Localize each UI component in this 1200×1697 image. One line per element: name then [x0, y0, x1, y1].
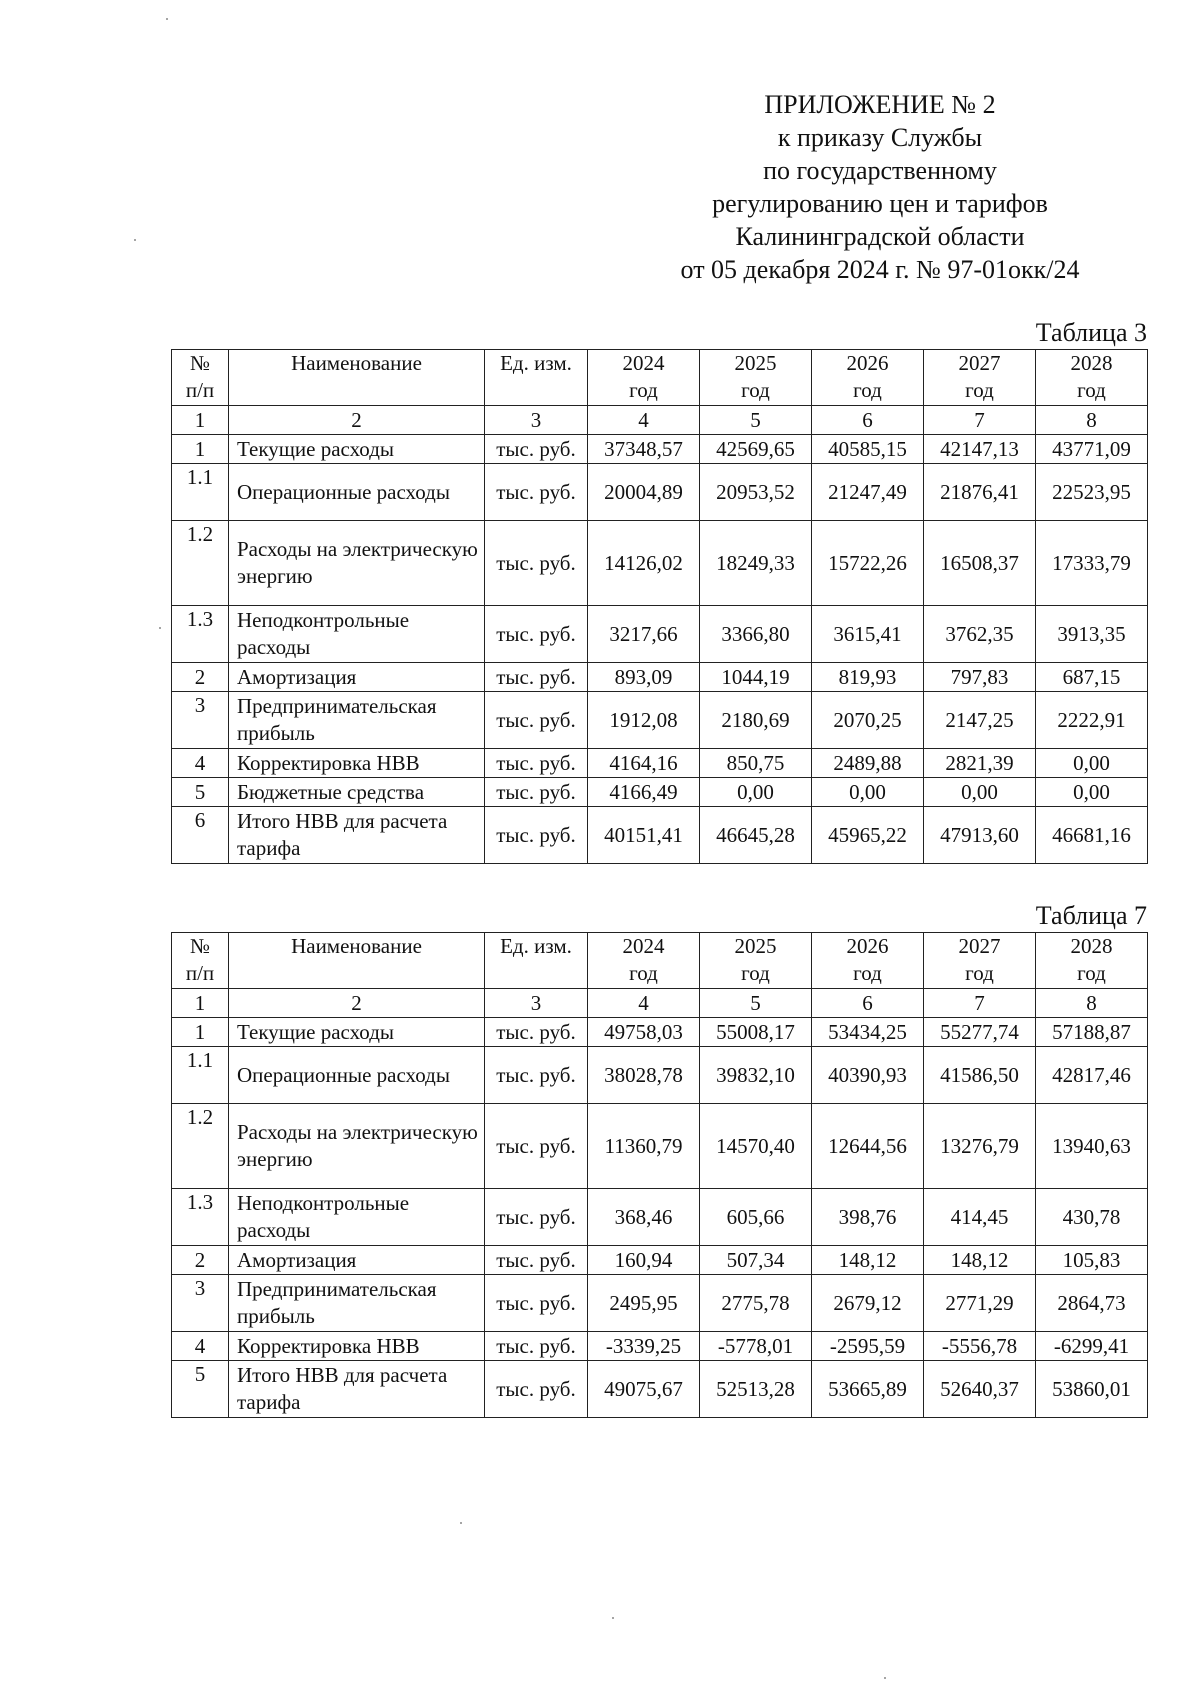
appendix-order-date: от 05 декабря 2024 г. № 97-01окк/24	[680, 255, 1080, 284]
value-cell: 3366,80	[700, 606, 812, 663]
column-index: 2	[229, 989, 485, 1018]
value-cell: 18249,33	[700, 521, 812, 606]
value-cell: 687,15	[1036, 663, 1148, 692]
scan-speck	[159, 627, 161, 629]
table3	[171, 349, 1148, 864]
value-cell: 42569,65	[700, 435, 812, 464]
value-cell: 2679,12	[812, 1275, 924, 1332]
value-cell: 3615,41	[812, 606, 924, 663]
row-name: Итого НВВ для расчета тарифа	[229, 807, 485, 864]
row-name: Корректировка НВВ	[229, 749, 485, 778]
column-index: 8	[1036, 406, 1148, 435]
table7-caption: Таблица 7	[1035, 901, 1147, 930]
header-year: 2027 год	[924, 350, 1036, 406]
value-cell: 46645,28	[700, 807, 812, 864]
value-cell: 13276,79	[924, 1104, 1036, 1189]
value-cell: 2180,69	[700, 692, 812, 749]
value-cell: 21876,41	[924, 464, 1036, 521]
header-year: 2025 год	[700, 933, 812, 989]
value-cell: 2070,25	[812, 692, 924, 749]
row-number: 6	[172, 807, 229, 864]
row-unit: тыс. руб.	[485, 1361, 588, 1418]
table-row	[172, 606, 1148, 663]
row-number: 3	[172, 692, 229, 749]
row-unit: тыс. руб.	[485, 663, 588, 692]
scan-speck	[166, 18, 168, 20]
header-year: 2028 год	[1036, 933, 1148, 989]
table-row	[172, 1275, 1148, 1332]
value-cell: 20953,52	[700, 464, 812, 521]
value-cell: 819,93	[812, 663, 924, 692]
column-index: 3	[485, 989, 588, 1018]
row-unit: тыс. руб.	[485, 807, 588, 864]
value-cell: 605,66	[700, 1189, 812, 1246]
header-year: 2024 год	[588, 350, 700, 406]
row-unit: тыс. руб.	[485, 1104, 588, 1189]
table-row	[172, 663, 1148, 692]
column-index: 7	[924, 406, 1036, 435]
table-row	[172, 464, 1148, 521]
value-cell: 430,78	[1036, 1189, 1148, 1246]
value-cell: 45965,22	[812, 807, 924, 864]
column-index: 6	[812, 989, 924, 1018]
column-index: 5	[700, 406, 812, 435]
header-year: 2026 год	[812, 933, 924, 989]
table3-caption: Таблица 3	[1035, 318, 1147, 347]
value-cell: 2821,39	[924, 749, 1036, 778]
column-index: 4	[588, 406, 700, 435]
appendix-line: по государственному	[763, 156, 997, 185]
value-cell: 40151,41	[588, 807, 700, 864]
value-cell: 41586,50	[924, 1047, 1036, 1104]
value-cell: 12644,56	[812, 1104, 924, 1189]
table-row	[172, 1332, 1148, 1361]
column-index: 7	[924, 989, 1036, 1018]
table-row	[172, 1246, 1148, 1275]
header-year: 2028 год	[1036, 350, 1148, 406]
value-cell: 105,83	[1036, 1246, 1148, 1275]
value-cell: 55008,17	[700, 1018, 812, 1047]
value-cell: 893,09	[588, 663, 700, 692]
value-cell: 39832,10	[700, 1047, 812, 1104]
value-cell: 14570,40	[700, 1104, 812, 1189]
value-cell: -5778,01	[700, 1332, 812, 1361]
column-index: 1	[172, 406, 229, 435]
value-cell: 4166,49	[588, 778, 700, 807]
value-cell: -3339,25	[588, 1332, 700, 1361]
header-year: 2024 год	[588, 933, 700, 989]
value-cell: 16508,37	[924, 521, 1036, 606]
value-cell: 53665,89	[812, 1361, 924, 1418]
value-cell: 850,75	[700, 749, 812, 778]
value-cell: 37348,57	[588, 435, 700, 464]
value-cell: 507,34	[700, 1246, 812, 1275]
table-row	[172, 1104, 1148, 1189]
scan-speck	[612, 1617, 614, 1619]
row-number: 5	[172, 778, 229, 807]
value-cell: 160,94	[588, 1246, 700, 1275]
value-cell: 398,76	[812, 1189, 924, 1246]
row-unit: тыс. руб.	[485, 1189, 588, 1246]
appendix-line: регулированию цен и тарифов	[712, 189, 1048, 218]
row-unit: тыс. руб.	[485, 692, 588, 749]
value-cell: 0,00	[700, 778, 812, 807]
value-cell: 368,46	[588, 1189, 700, 1246]
row-unit: тыс. руб.	[485, 606, 588, 663]
row-name: Амортизация	[229, 1246, 485, 1275]
row-unit: тыс. руб.	[485, 1018, 588, 1047]
row-number: 1.3	[172, 1189, 229, 1246]
row-name: Предпринимательская прибыль	[229, 1275, 485, 1332]
value-cell: 2864,73	[1036, 1275, 1148, 1332]
row-name: Расходы на электрическую энергию	[229, 1104, 485, 1189]
value-cell: 53434,25	[812, 1018, 924, 1047]
appendix-line: Калининградской области	[735, 222, 1025, 251]
row-number: 3	[172, 1275, 229, 1332]
row-name: Бюджетные средства	[229, 778, 485, 807]
column-index: 5	[700, 989, 812, 1018]
row-number: 4	[172, 749, 229, 778]
value-cell: 40390,93	[812, 1047, 924, 1104]
row-unit: тыс. руб.	[485, 1047, 588, 1104]
table-row	[172, 1018, 1148, 1047]
value-cell: -2595,59	[812, 1332, 924, 1361]
row-unit: тыс. руб.	[485, 435, 588, 464]
row-name: Неподконтрольные расходы	[229, 1189, 485, 1246]
value-cell: 3217,66	[588, 606, 700, 663]
header-num: № п/п	[172, 350, 229, 406]
column-index: 6	[812, 406, 924, 435]
table-row	[172, 692, 1148, 749]
column-index: 2	[229, 406, 485, 435]
row-name: Амортизация	[229, 663, 485, 692]
row-number: 1.3	[172, 606, 229, 663]
value-cell: 2222,91	[1036, 692, 1148, 749]
value-cell: 52640,37	[924, 1361, 1036, 1418]
value-cell: 55277,74	[924, 1018, 1036, 1047]
table-row	[172, 749, 1148, 778]
value-cell: 0,00	[924, 778, 1036, 807]
row-number: 2	[172, 1246, 229, 1275]
row-number: 2	[172, 663, 229, 692]
row-name: Текущие расходы	[229, 435, 485, 464]
header-row	[172, 933, 1148, 989]
row-unit: тыс. руб.	[485, 1275, 588, 1332]
value-cell: 2495,95	[588, 1275, 700, 1332]
column-index: 4	[588, 989, 700, 1018]
row-unit: тыс. руб.	[485, 1332, 588, 1361]
value-cell: 49758,03	[588, 1018, 700, 1047]
value-cell: 11360,79	[588, 1104, 700, 1189]
value-cell: 49075,67	[588, 1361, 700, 1418]
column-index: 3	[485, 406, 588, 435]
value-cell: 15722,26	[812, 521, 924, 606]
value-cell: 14126,02	[588, 521, 700, 606]
appendix-line: к приказу Службы	[777, 123, 983, 152]
value-cell: 43771,09	[1036, 435, 1148, 464]
header-unit: Ед. изм.	[485, 350, 588, 406]
value-cell: 46681,16	[1036, 807, 1148, 864]
table-row	[172, 1047, 1148, 1104]
value-cell: 414,45	[924, 1189, 1036, 1246]
value-cell: 17333,79	[1036, 521, 1148, 606]
row-name: Итого НВВ для расчета тарифа	[229, 1361, 485, 1418]
row-number: 1.1	[172, 1047, 229, 1104]
appendix-header	[640, 88, 1120, 286]
column-index-row	[172, 989, 1148, 1018]
table-row	[172, 435, 1148, 464]
table-row	[172, 807, 1148, 864]
column-index: 8	[1036, 989, 1148, 1018]
value-cell: 0,00	[1036, 749, 1148, 778]
value-cell: 797,83	[924, 663, 1036, 692]
row-unit: тыс. руб.	[485, 1246, 588, 1275]
appendix-title: ПРИЛОЖЕНИЕ № 2	[764, 90, 996, 119]
row-number: 1.2	[172, 1104, 229, 1189]
table-row	[172, 1189, 1148, 1246]
value-cell: 57188,87	[1036, 1018, 1148, 1047]
value-cell: -5556,78	[924, 1332, 1036, 1361]
row-name: Предпринимательская прибыль	[229, 692, 485, 749]
row-number: 1.2	[172, 521, 229, 606]
row-name: Корректировка НВВ	[229, 1332, 485, 1361]
header-unit: Ед. изм.	[485, 933, 588, 989]
value-cell: 1912,08	[588, 692, 700, 749]
value-cell: 22523,95	[1036, 464, 1148, 521]
value-cell: 20004,89	[588, 464, 700, 521]
value-cell: 40585,15	[812, 435, 924, 464]
value-cell: 148,12	[924, 1246, 1036, 1275]
row-number: 1.1	[172, 464, 229, 521]
header-name: Наименование	[229, 350, 485, 406]
value-cell: 1044,19	[700, 663, 812, 692]
value-cell: 47913,60	[924, 807, 1036, 864]
value-cell: 0,00	[812, 778, 924, 807]
value-cell: 3762,35	[924, 606, 1036, 663]
value-cell: 2775,78	[700, 1275, 812, 1332]
value-cell: 38028,78	[588, 1047, 700, 1104]
scan-speck	[460, 1522, 462, 1524]
row-name: Неподконтрольные расходы	[229, 606, 485, 663]
row-unit: тыс. руб.	[485, 778, 588, 807]
value-cell: 4164,16	[588, 749, 700, 778]
row-number: 1	[172, 1018, 229, 1047]
header-row	[172, 350, 1148, 406]
value-cell: 0,00	[1036, 778, 1148, 807]
table-row	[172, 1361, 1148, 1418]
scan-speck	[134, 239, 136, 241]
value-cell: 52513,28	[700, 1361, 812, 1418]
value-cell: 3913,35	[1036, 606, 1148, 663]
value-cell: 2771,29	[924, 1275, 1036, 1332]
value-cell: 148,12	[812, 1246, 924, 1275]
header-num: № п/п	[172, 933, 229, 989]
table7	[171, 932, 1148, 1418]
value-cell: 53860,01	[1036, 1361, 1148, 1418]
row-name: Расходы на электрическую энергию	[229, 521, 485, 606]
table-row	[172, 521, 1148, 606]
header-year: 2026 год	[812, 350, 924, 406]
value-cell: 21247,49	[812, 464, 924, 521]
value-cell: 13940,63	[1036, 1104, 1148, 1189]
row-number: 1	[172, 435, 229, 464]
header-year: 2025 год	[700, 350, 812, 406]
row-name: Операционные расходы	[229, 1047, 485, 1104]
value-cell: 42817,46	[1036, 1047, 1148, 1104]
row-name: Операционные расходы	[229, 464, 485, 521]
row-unit: тыс. руб.	[485, 521, 588, 606]
table-row	[172, 778, 1148, 807]
column-index-row	[172, 406, 1148, 435]
header-name: Наименование	[229, 933, 485, 989]
header-year: 2027 год	[924, 933, 1036, 989]
row-number: 4	[172, 1332, 229, 1361]
row-unit: тыс. руб.	[485, 464, 588, 521]
value-cell: 2489,88	[812, 749, 924, 778]
row-number: 5	[172, 1361, 229, 1418]
value-cell: -6299,41	[1036, 1332, 1148, 1361]
column-index: 1	[172, 989, 229, 1018]
scan-speck	[884, 1677, 886, 1679]
value-cell: 42147,13	[924, 435, 1036, 464]
value-cell: 2147,25	[924, 692, 1036, 749]
row-name: Текущие расходы	[229, 1018, 485, 1047]
row-unit: тыс. руб.	[485, 749, 588, 778]
